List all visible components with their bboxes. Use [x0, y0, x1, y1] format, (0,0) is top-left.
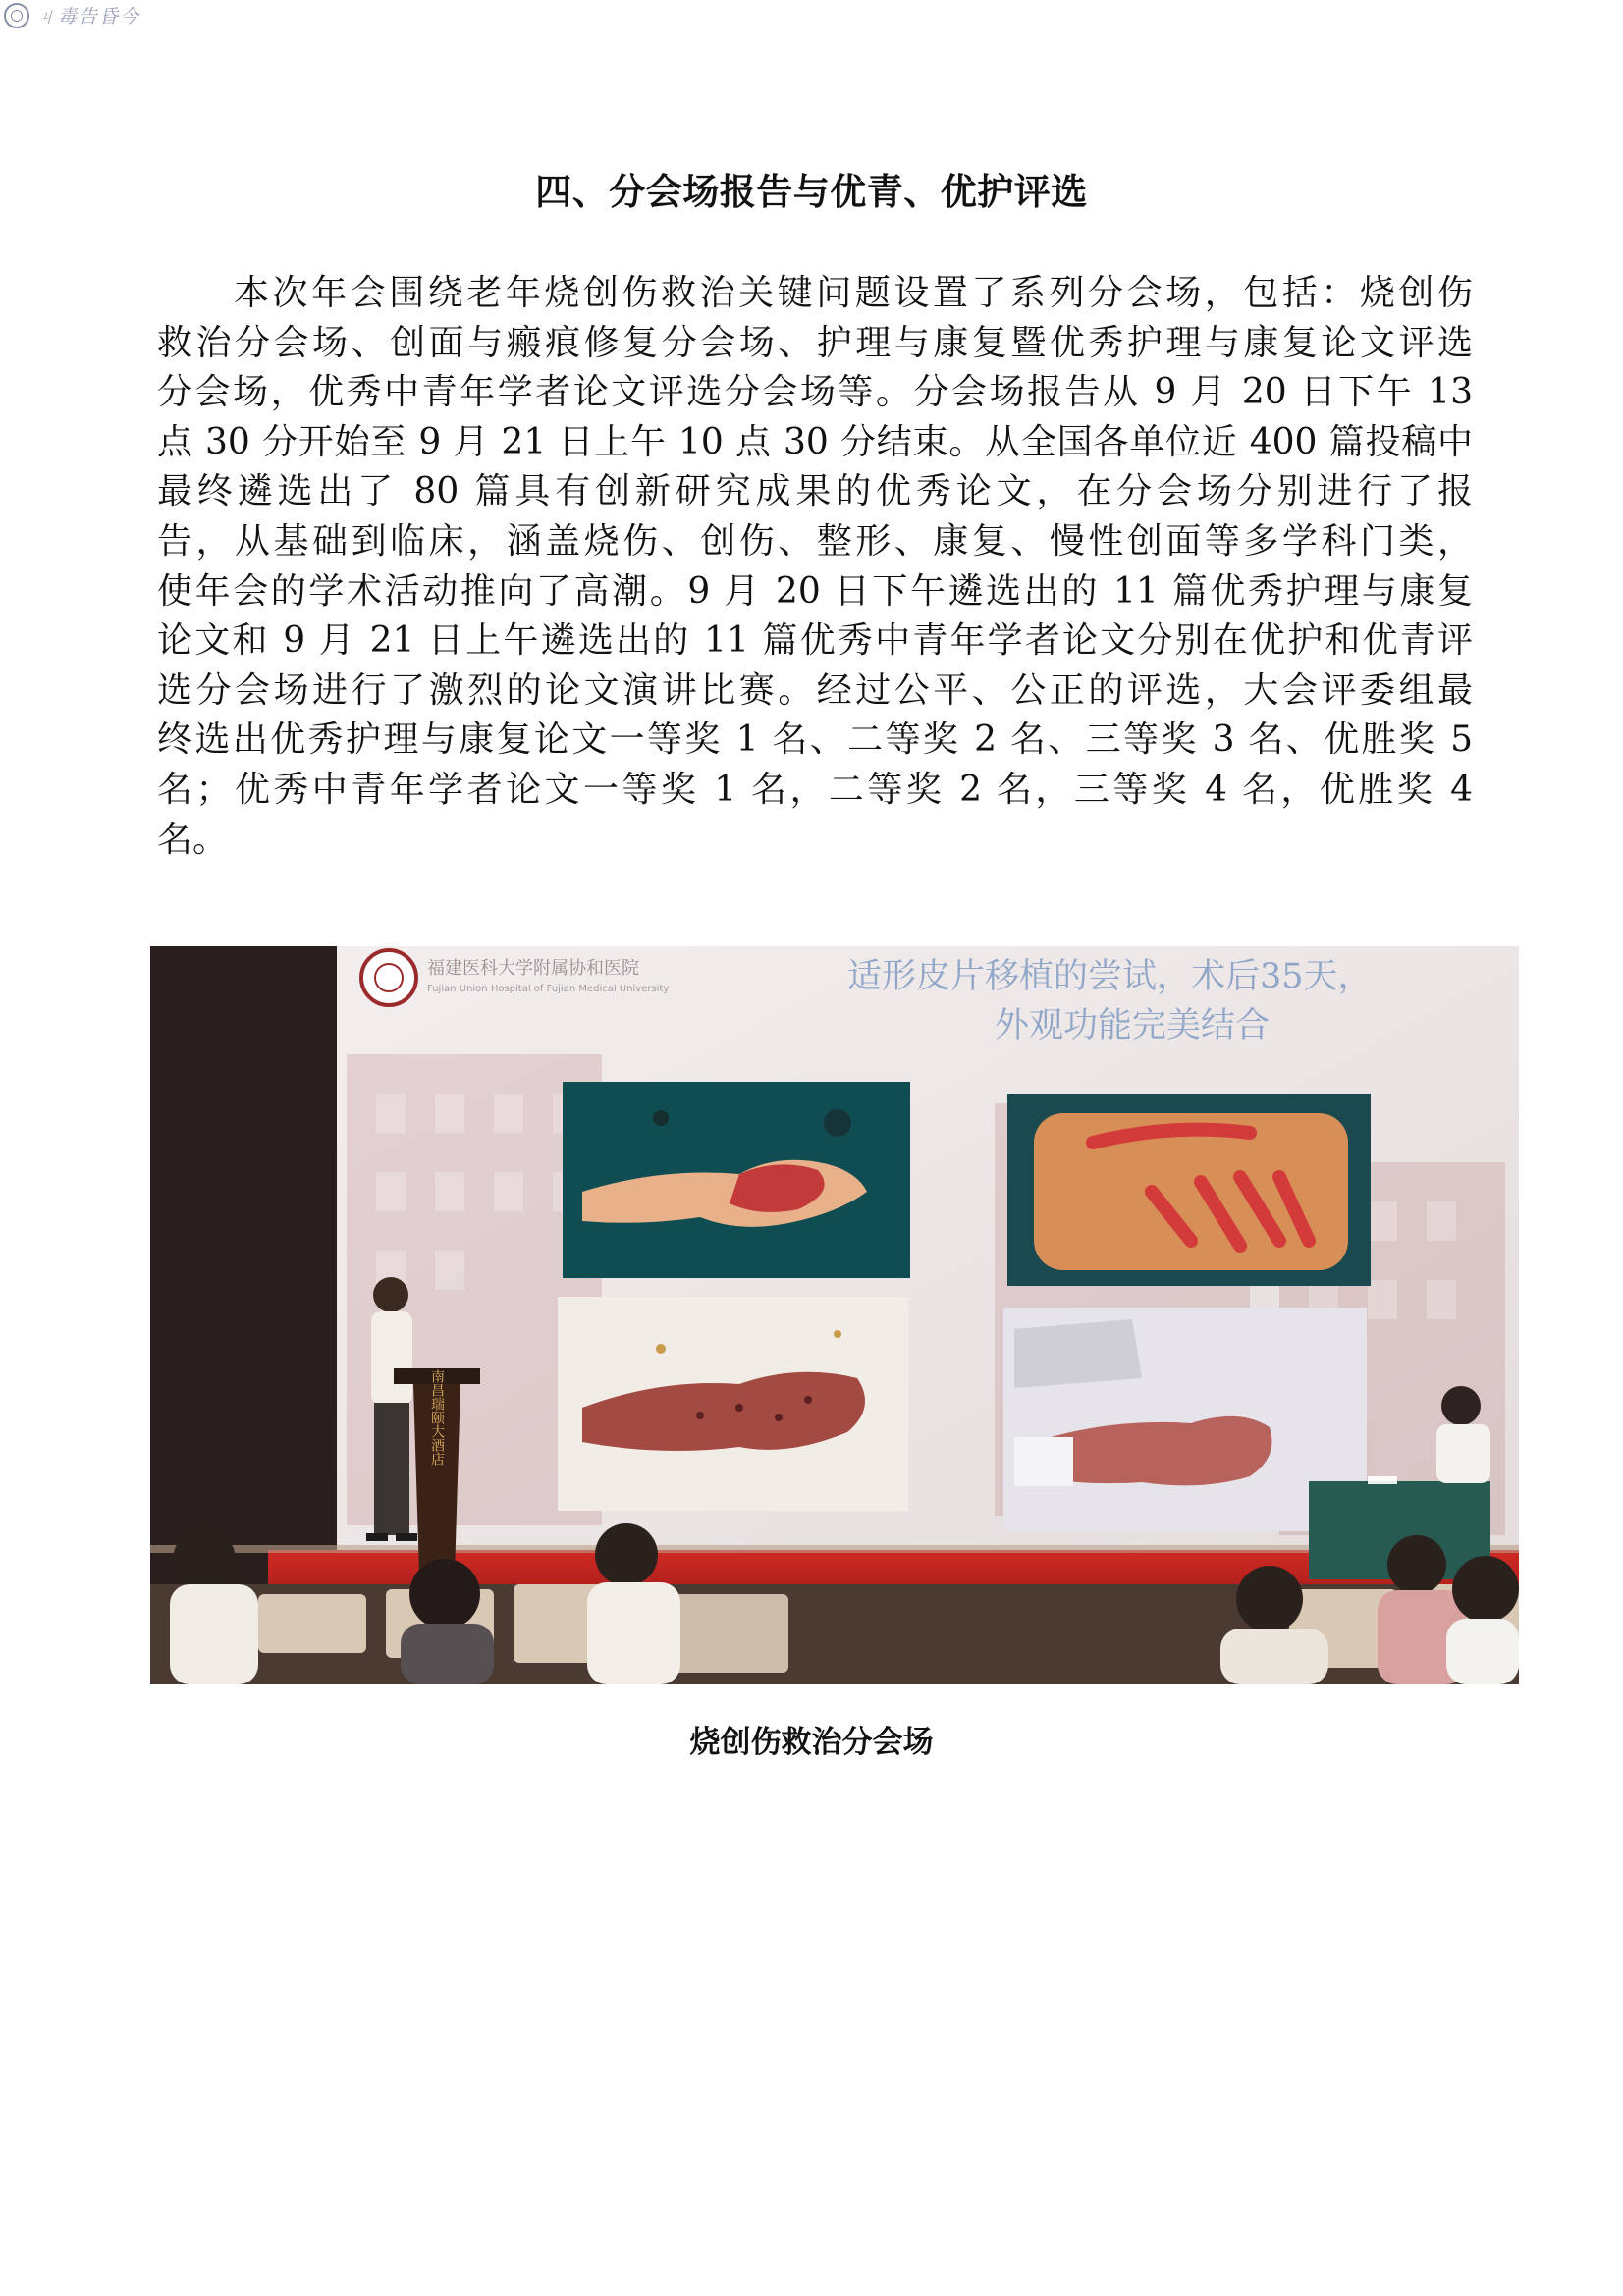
body-line: 分会场，优秀中青年学者论文评选分会场等。分会场报告从 9 月 20 日下午 13 — [157, 372, 1473, 413]
podium-text: 南昌瑞颐大酒店 — [429, 1369, 445, 1466]
body-line: 使年会的学术活动推向了高潮。9 月 20 日下午遴选出的 11 篇优秀护理与康复 — [157, 570, 1473, 612]
body-line: 论文和 9 月 21 日上午遴选出的 11 篇优秀中青年学者论文分别在优护和优青评 — [157, 620, 1473, 662]
slide-title-line1: 适形皮片移植的尝试，术后35天， — [847, 957, 1373, 996]
slide-title-line2: 外观功能完美结合 — [995, 1006, 1271, 1045]
header-logo — [4, 2, 140, 28]
slide-header-en: Fujian Union Hospital of Fujian Medical University — [427, 984, 670, 994]
photo-caption: 烧创伤救治分会场 — [689, 1725, 934, 1760]
slide-header: 福建医科大学附属协和医院 — [427, 958, 639, 979]
clinical-photo-1 — [563, 1082, 910, 1278]
header-script: ㄐ毒告昏今 — [37, 6, 141, 27]
clinical-photo-2 — [1007, 1094, 1371, 1286]
body-line: 选分会场进行了激烈的论文演讲比赛。经过公平、公正的评选，大会评委组最 — [157, 669, 1473, 711]
body-line: 名。 — [157, 819, 229, 860]
body-line: 救治分会场、创面与瘢痕修复分会场、护理与康复暨优秀护理与康复论文评选 — [157, 322, 1473, 363]
body-line: 最终遴选出了 80 篇具有创新研究成果的优秀论文，在分会场分别进行了报 — [157, 471, 1473, 512]
body-line: 名；优秀中青年学者论文一等奖 1 名，二等奖 2 名，三等奖 4 名，优胜奖 4 — [157, 769, 1473, 810]
body-line: 点 30 分开始至 9 月 21 日上午 10 点 30 分结束。从全国各单位近 400 篇投稿中 — [157, 421, 1473, 462]
body-paragraph — [157, 269, 1473, 865]
seal-icon — [4, 3, 29, 28]
conference-photo — [150, 946, 1519, 1684]
section-title: 四、分会场报告与优青、优护评选 — [535, 171, 1088, 213]
clinical-photo-3 — [558, 1297, 908, 1511]
body-line: 本次年会围绕老年烧创伤救治关键问题设置了系列分会场，包括：烧创伤 — [234, 273, 1473, 313]
body-line: 告，从基础到临床，涵盖烧伤、创伤、整形、康复、慢性创面等多学科门类， — [157, 520, 1473, 561]
body-line: 终选出优秀护理与康复论文一等奖 1 名、二等奖 2 名、三等奖 3 名、优胜奖 5 — [157, 720, 1473, 761]
hospital-logo-icon — [361, 950, 416, 1005]
